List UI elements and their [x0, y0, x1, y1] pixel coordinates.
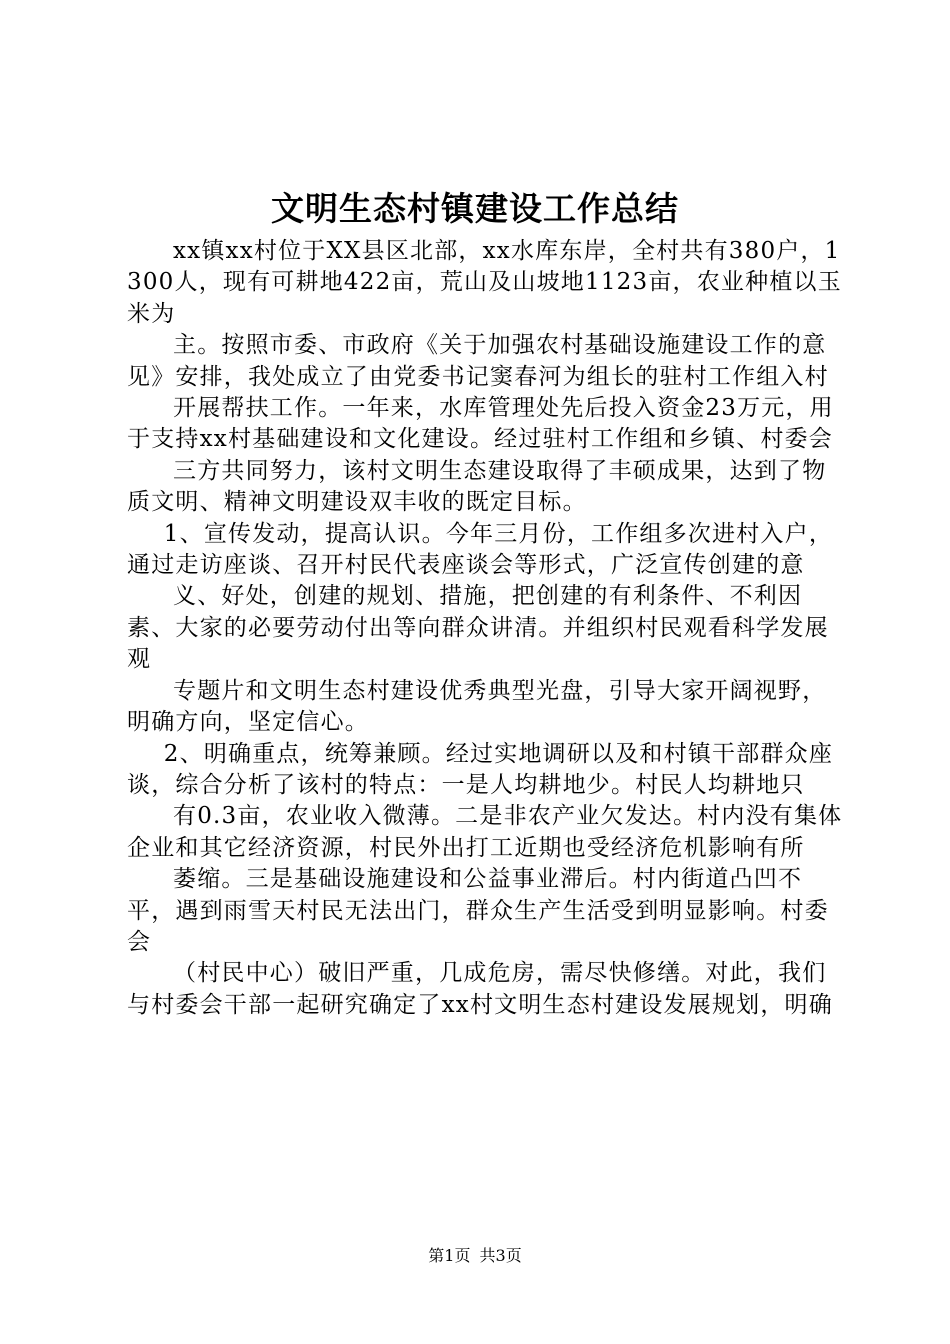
page-footer	[0, 1244, 950, 1268]
paragraph: xx镇xx村位于XX县区北部，xx水库东岸，全村共有380户，1300人，现有可耕地422亩，荒山及山坡地1123亩，农业种植以玉米为	[127, 238, 842, 327]
paragraph: 开展帮扶工作。一年来，水库管理处先后投入资金23万元，用于支持xx村基础建设和文化建设。经过驻村工作组和乡镇、村委会	[127, 395, 834, 453]
paragraph: 专题片和文明生态村建设优秀典型光盘，引导大家开阔视野，明确方向，坚定信心。	[127, 677, 827, 736]
paragraph: 2、明确重点，统筹兼顾。经过实地调研以及和村镇干部群众座谈，综合分析了该村的特点：一是人均耕地少。村民人均耕地只	[127, 740, 834, 798]
paragraph: 有0.3亩，农业收入微薄。二是非农产业欠发达。村内没有集体企业和其它经济资源，村民外出打工近期也受经济危机影响有所	[127, 803, 843, 861]
paragraph: 主。按照市委、市政府《关于加强农村基础设施建设工作的意见》安排，我处成立了由党委书记窦春河为组长的驻村工作组入村	[127, 332, 829, 390]
paragraph: （村民中心）破旧严重，几成危房，需尽快修缮。对此，我们与村委会干部一起研究确定了xx村文明生态村建设发展规划，明确	[127, 960, 833, 1018]
paragraph: 萎缩。三是基础设施建设和公益事业滞后。村内街道凸凹不平，遇到雨雪天村民无法出门，群众生产生活受到明显影响。村委会	[127, 866, 829, 955]
document-title: 文明生态村镇建设工作总结	[271, 189, 679, 228]
paragraph: 1、宣传发动，提高认识。今年三月份，工作组多次进村入户，通过走访座谈、召开村民代表座谈会等形式，广泛宣传创建的意	[127, 520, 834, 579]
paragraph: 三方共同努力，该村文明生态建设取得了丰硕成果，达到了物质文明、精神文明建设双丰收的既定目标。	[127, 457, 827, 516]
document-body	[127, 236, 843, 1021]
page-total: 共3页	[479, 1246, 522, 1265]
paragraph: 义、好处，创建的规划、措施，把创建的有利条件、不利因素、大家的必要劳动付出等向群众讲清。并组织村民观看科学发展观	[127, 583, 829, 673]
page-number: 第1页	[428, 1246, 471, 1265]
